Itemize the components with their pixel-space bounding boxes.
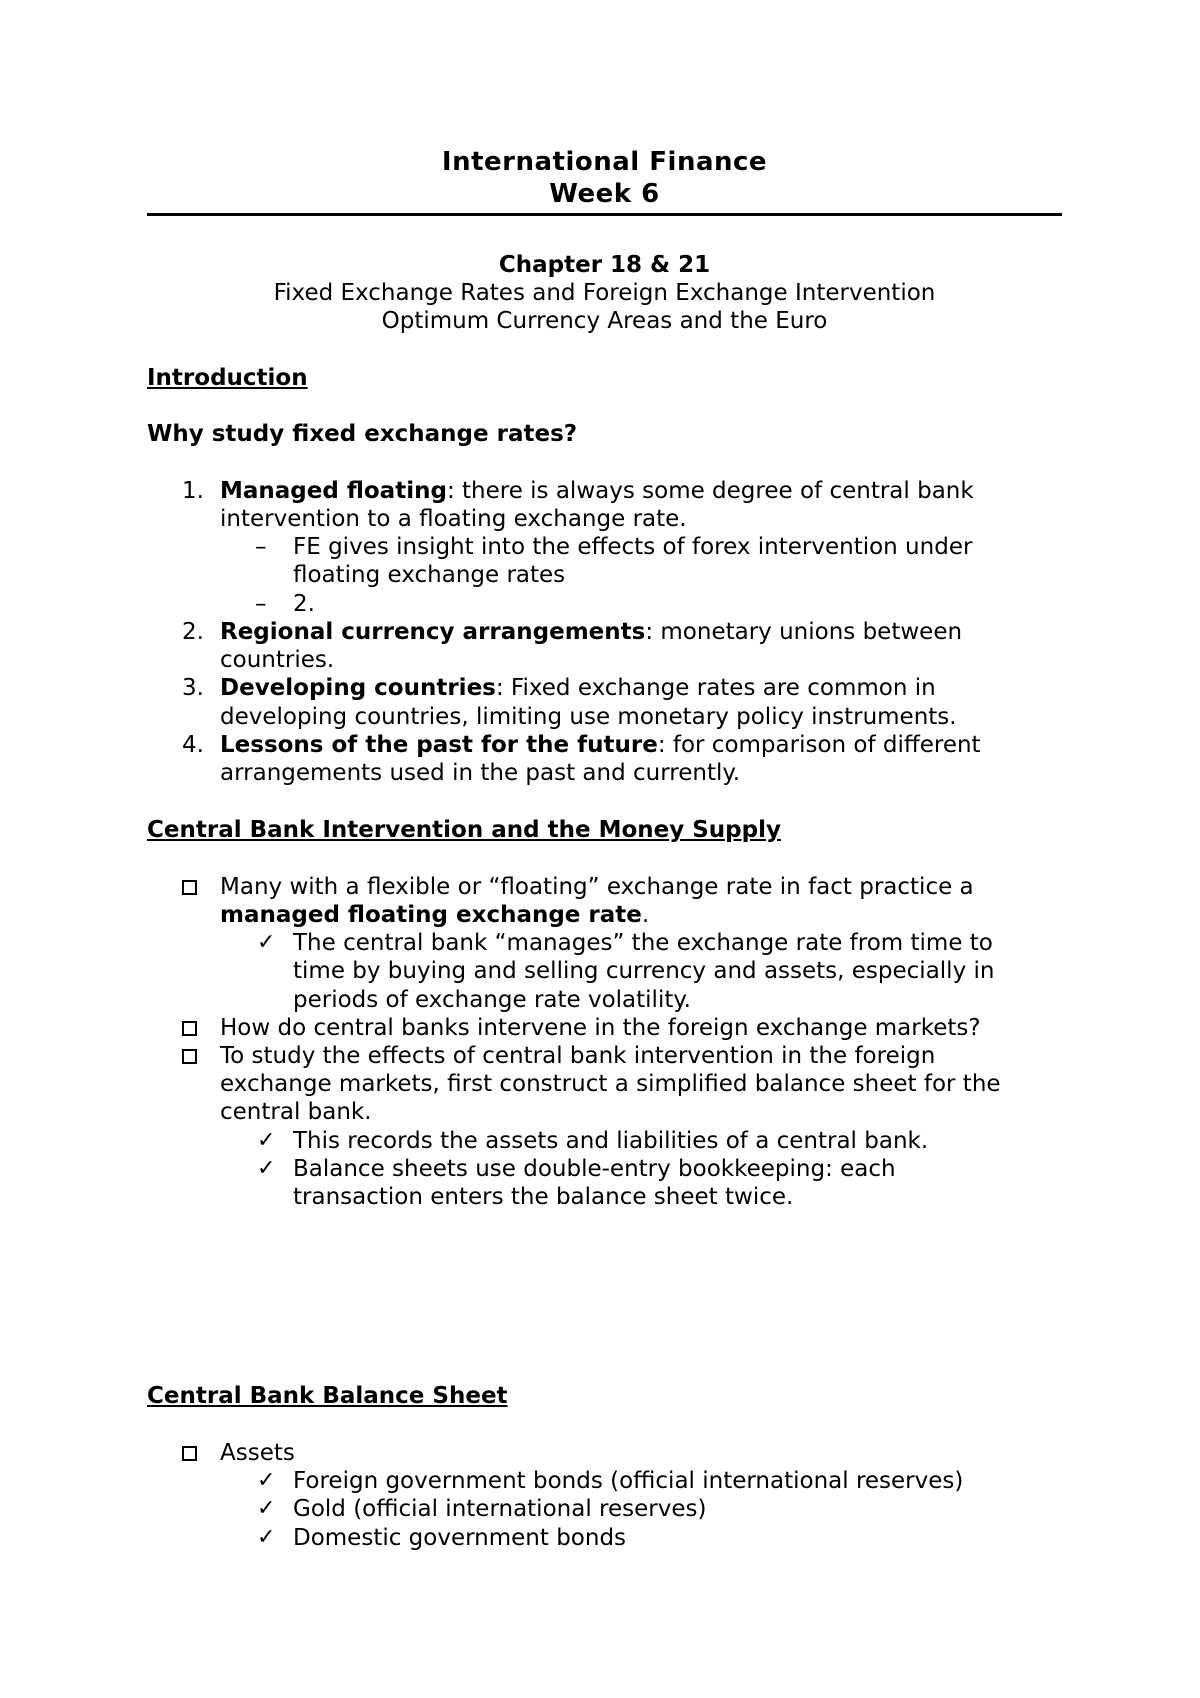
list-item-continuation: countries. xyxy=(220,647,335,673)
why-study-question: Why study fixed exchange rates? xyxy=(147,421,578,447)
check-icon: ✓ xyxy=(257,1468,276,1493)
bullet-item: Many with a flexible or “floating” exchange rate in fact practice a xyxy=(220,874,974,900)
introduction-heading: Introduction xyxy=(147,365,308,391)
chapter-subtitle-1: Fixed Exchange Rates and Foreign Exchange Intervention xyxy=(273,280,936,306)
title-divider xyxy=(147,213,1062,216)
list-item-term: Lessons of the past for the future xyxy=(220,732,658,758)
list-item-text: : monetary unions between xyxy=(645,619,963,645)
check-item-continuation: transaction enters the balance sheet twice. xyxy=(293,1184,794,1210)
list-item-term: Managed floating xyxy=(220,478,447,504)
checkbox-bullet-icon xyxy=(182,880,197,895)
intervention-heading: Central Bank Intervention and the Money Supply xyxy=(147,817,781,843)
bullet-item: To study the effects of central bank intervention in the foreign xyxy=(220,1043,936,1069)
check-item: Domestic government bonds xyxy=(293,1525,627,1551)
sub-item: 2. xyxy=(293,591,315,617)
check-item: Gold (official international reserves) xyxy=(293,1496,707,1522)
list-item-continuation: developing countries, limiting use monetary policy instruments. xyxy=(220,704,957,730)
list-item-text: : there is always some degree of central bank xyxy=(446,478,974,504)
document-title: International Finance xyxy=(441,147,768,177)
list-item-term: Regional currency arrangements xyxy=(220,619,646,645)
check-item-continuation: time by buying and selling currency and assets, especially in xyxy=(293,958,995,984)
list-number: 1. xyxy=(182,478,204,504)
checkbox-bullet-icon xyxy=(182,1049,197,1064)
check-icon: ✓ xyxy=(257,1496,276,1521)
check-item: This records the assets and liabilities of a central bank. xyxy=(293,1128,929,1154)
bullet-item-continuation xyxy=(220,901,649,930)
check-item: Foreign government bonds (official international reserves) xyxy=(293,1468,964,1494)
check-item: The central bank “manages” the exchange rate from time to xyxy=(293,930,993,956)
list-item-text: : Fixed exchange rates are common in xyxy=(495,675,936,701)
bullet-item: Assets xyxy=(220,1440,295,1466)
sub-item: FE gives insight into the effects of forex intervention under xyxy=(293,534,973,560)
dash-bullet: – xyxy=(255,591,267,617)
list-item-term: Developing countries xyxy=(220,675,496,701)
sub-item-continuation: floating exchange rates xyxy=(293,562,566,588)
list-number: 2. xyxy=(182,619,204,645)
list-item xyxy=(220,477,974,506)
list-item xyxy=(220,674,936,703)
bullet-item: How do central banks intervene in the foreign exchange markets? xyxy=(220,1015,981,1041)
check-icon: ✓ xyxy=(257,930,276,955)
check-icon: ✓ xyxy=(257,1525,276,1550)
key-term: managed floating exchange rate xyxy=(220,902,642,928)
chapter-heading: Chapter 18 & 21 xyxy=(498,252,711,278)
bullet-item-continuation: exchange markets, first construct a simplified balance sheet for the xyxy=(220,1071,1001,1097)
check-icon: ✓ xyxy=(257,1156,276,1181)
dash-bullet: – xyxy=(255,534,267,560)
list-item-text: : for comparison of different xyxy=(657,732,981,758)
check-icon: ✓ xyxy=(257,1128,276,1153)
list-number: 4. xyxy=(182,732,204,758)
bullet-item-end: . xyxy=(641,902,650,928)
balance-sheet-heading: Central Bank Balance Sheet xyxy=(147,1383,508,1409)
document-week: Week 6 xyxy=(549,179,660,209)
check-item: Balance sheets use double-entry bookkeeping: each xyxy=(293,1156,896,1182)
bullet-item-continuation: central bank. xyxy=(220,1099,372,1125)
check-item-continuation: periods of exchange rate volatility. xyxy=(293,987,691,1013)
list-number: 3. xyxy=(182,675,204,701)
list-item xyxy=(220,731,981,760)
checkbox-bullet-icon xyxy=(182,1021,197,1036)
chapter-subtitle-2: Optimum Currency Areas and the Euro xyxy=(381,308,828,334)
checkbox-bullet-icon xyxy=(182,1446,197,1461)
list-item-continuation: intervention to a floating exchange rate. xyxy=(220,506,687,532)
list-item xyxy=(220,618,962,647)
list-item-continuation: arrangements used in the past and currently. xyxy=(220,760,741,786)
